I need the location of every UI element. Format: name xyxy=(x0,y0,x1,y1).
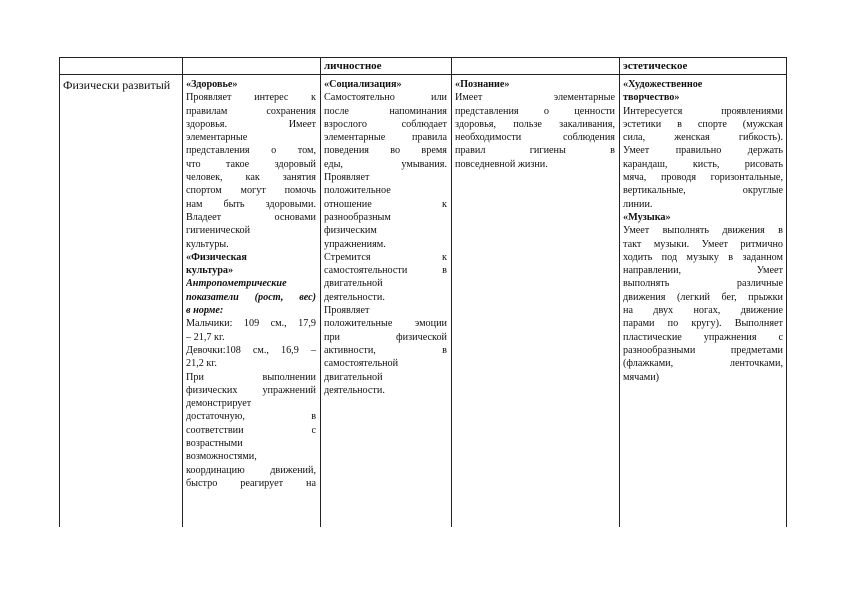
health-line: представления о том, xyxy=(186,145,316,157)
health-line: быстро реагирует на xyxy=(186,477,316,489)
health-line: Владеет основами xyxy=(186,211,316,223)
physical-culture-title: «Физическая xyxy=(186,251,247,263)
social-line: взрослого соблюдает xyxy=(324,118,447,130)
social-line: двигательной xyxy=(324,278,383,290)
health-line: правилам сохранения xyxy=(186,105,316,117)
social-line: при физической xyxy=(324,331,447,343)
social-line: поведения во время xyxy=(324,145,447,157)
music-line: движения (легкий бег, прыжки xyxy=(623,291,783,303)
health-line: демонстрирует xyxy=(186,398,252,410)
art-line: эстетики в спорте (мужская xyxy=(623,118,783,130)
music-line: на двух ногах, движение xyxy=(623,305,783,317)
art-line: Умеет правильно держать xyxy=(623,145,783,157)
anthro-line: Антропометрические xyxy=(186,278,287,290)
social-line: Проявляет xyxy=(324,305,370,317)
cognition-line: Имеет элементарные xyxy=(455,92,615,104)
music-title: «Музыка» xyxy=(623,211,671,223)
health-line: физических упражнений xyxy=(186,384,316,396)
music-line: такт музыки. Умеет ритмично xyxy=(623,238,783,250)
social-line: после напоминания xyxy=(324,105,447,117)
health-line: культуры. xyxy=(186,238,229,250)
table-divider-3 xyxy=(451,57,452,527)
social-line: Самостоятельно или xyxy=(324,92,447,104)
cognition-line: здоровья, пользе закаливания, xyxy=(455,118,615,130)
social-line: упражнениям. xyxy=(324,238,386,250)
table-border-right xyxy=(786,57,787,527)
art-line: вертикальные, округлые xyxy=(623,185,783,197)
table-header-divider xyxy=(59,74,786,75)
health-title: «Здоровье» xyxy=(186,79,238,90)
music-line: разнообразными предметами xyxy=(623,344,783,356)
cognition-title: «Познание» xyxy=(455,79,510,90)
health-line: Проявляет интерес к xyxy=(186,92,316,104)
music-line: (флажками, ленточками, xyxy=(623,358,783,370)
social-line: Проявляет xyxy=(324,172,370,184)
health-line: нам быть здоровыми. xyxy=(186,198,316,210)
music-line: ходить под музыку в заданном xyxy=(623,251,783,263)
cognition-line: представления о ценности xyxy=(455,105,615,117)
social-line: разнообразным xyxy=(324,211,391,223)
social-line: Стремится к xyxy=(324,251,447,263)
health-line: соответствии с xyxy=(186,424,316,436)
boys-norm: Мальчики: 109 см., 17,9 xyxy=(186,318,316,330)
health-line: спортом могут помочь xyxy=(186,185,316,197)
social-line: положительное xyxy=(324,185,391,197)
cognition-line: необходимости соблюдения xyxy=(455,132,615,144)
music-line: выполнять различные xyxy=(623,278,783,290)
cell-cognition xyxy=(455,78,615,278)
health-line: возможностями, xyxy=(186,451,257,463)
health-line: При выполнении xyxy=(186,371,316,383)
art-line: Интересуется проявлениями xyxy=(623,105,783,117)
social-line: деятельности. xyxy=(324,291,385,303)
row-label: Физически развитый xyxy=(63,78,171,92)
music-line: мячами) xyxy=(623,371,660,383)
social-line: самостоятельности в xyxy=(324,265,447,277)
table-divider-4 xyxy=(619,57,620,527)
boys-norm: – 21,7 кг. xyxy=(186,331,225,343)
music-line: пластические упражнения с xyxy=(623,331,783,343)
anthro-line: показатели (рост, вес) xyxy=(186,291,316,303)
social-line: самостоятельной xyxy=(324,358,399,370)
music-line: направлении, Умеет xyxy=(623,265,783,277)
health-line: гигиенической xyxy=(186,225,251,237)
health-line: здоровья. Имеет xyxy=(186,118,316,130)
art-title: «Художественное xyxy=(623,79,703,90)
art-line: карандаш, кисть, рисовать xyxy=(623,158,783,170)
health-line: элементарные xyxy=(186,132,248,144)
art-line: линии. xyxy=(623,198,653,210)
table-divider-2 xyxy=(320,57,321,527)
header-cell-personal: личностное xyxy=(324,60,382,72)
social-line: положительные эмоции xyxy=(324,318,447,330)
anthro-line: в норме: xyxy=(186,305,224,317)
physical-culture-title: культура» xyxy=(186,265,234,277)
girls-norm: 21,2 кг. xyxy=(186,358,217,370)
social-title: «Социализация» xyxy=(324,79,402,90)
cell-health xyxy=(186,78,316,526)
cell-art xyxy=(623,78,783,526)
header-cell-aesthetic: эстетическое xyxy=(623,60,688,72)
cell-socialization xyxy=(324,78,447,526)
social-line: еды, умывания. xyxy=(324,158,447,170)
health-line: человек, как занятия xyxy=(186,172,316,184)
music-line: парами по кругу). Выполняет xyxy=(623,318,783,330)
health-line: что такое здоровый xyxy=(186,158,316,170)
social-line: активности, в xyxy=(324,344,447,356)
health-line: координацию движений, xyxy=(186,464,316,476)
table-divider-1 xyxy=(182,57,183,527)
social-line: физическим xyxy=(324,225,377,237)
social-line: элементарные правила xyxy=(324,132,447,144)
social-line: деятельности. xyxy=(324,384,385,396)
art-line: мяча, проводя горизонтальные, xyxy=(623,172,783,184)
music-line: Умеет выполнять движения в xyxy=(623,225,783,237)
girls-norm: Девочки:108 см., 16,9 – xyxy=(186,344,316,356)
art-title: творчество» xyxy=(623,92,680,104)
table-border-top xyxy=(59,57,786,58)
social-line: отношение к xyxy=(324,198,447,210)
cognition-line: повседневной жизни. xyxy=(455,158,548,170)
art-line: сила, женская гибкость). xyxy=(623,132,783,144)
health-line: возрастными xyxy=(186,438,243,450)
social-line: двигательной xyxy=(324,371,383,383)
health-line: достаточную, в xyxy=(186,411,316,423)
table-border-left xyxy=(59,57,60,527)
cognition-line: правил гигиены в xyxy=(455,145,615,157)
